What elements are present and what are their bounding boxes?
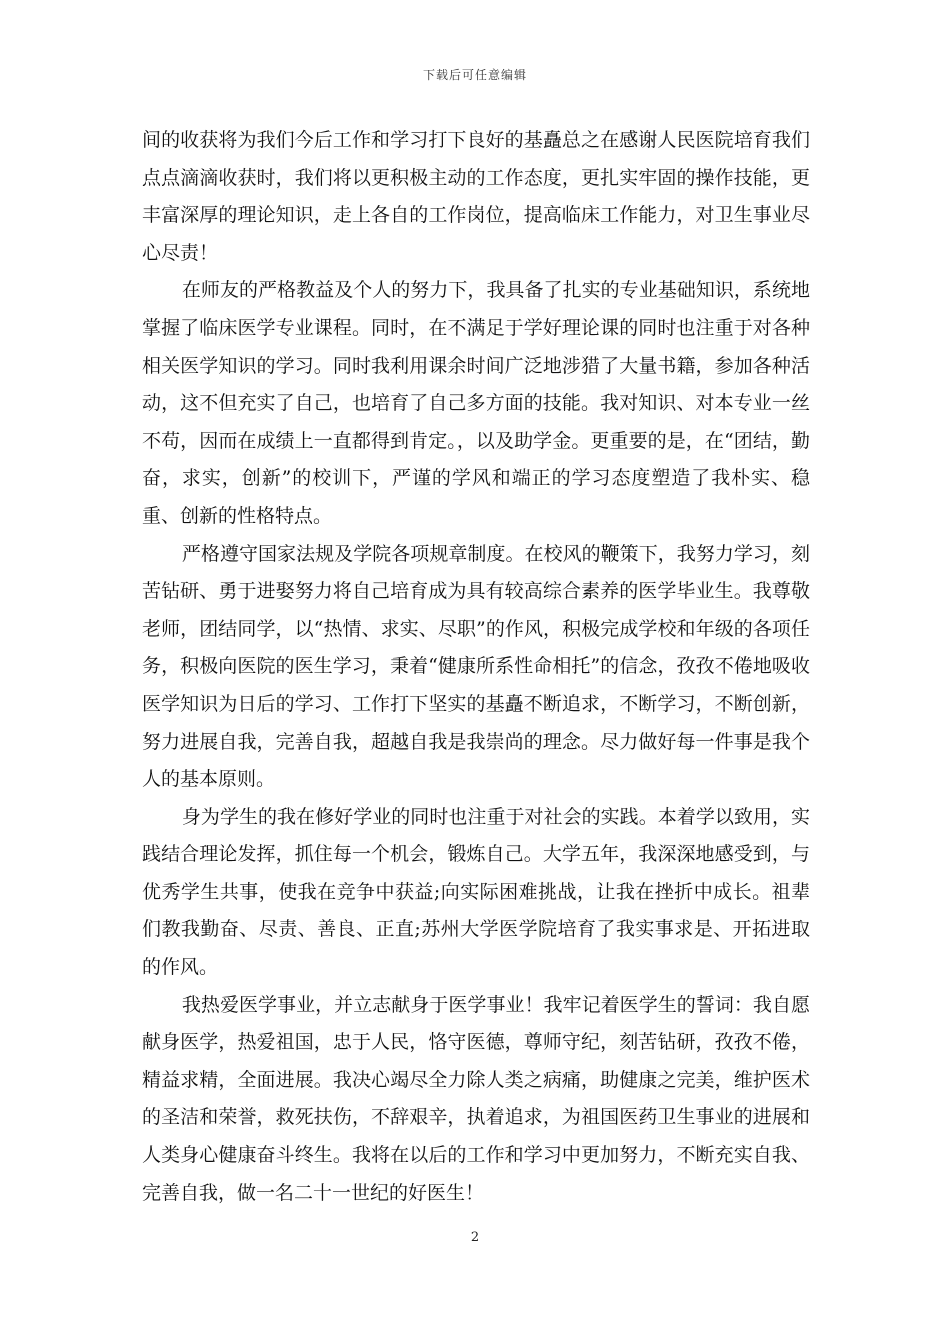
paragraph-oath: 我热爱医学事业，并立志献身于医学事业！我牢记着医学生的誓词：我自愿献身医学，热爱祖国，忠于人民，恪守医德，尊师守纪，刻苦钻研，孜孜不倦，精益求精，全面进展。我决心竭尽全力除人类之病痛，助健康之完美，维护医术的圣洁和荣誉，救死扶伤，不辞艰辛，执着追求，为祖国医药卫生事业的进展和人类身心健康奋斗终生。我将在以后的工作和学习中更加努力，不断充实自我、完善自我，做一名二十一世纪的好医生！	[142, 993, 810, 1204]
document-body	[142, 122, 810, 1212]
paragraph-continued: 间的收获将为我们今后工作和学习打下良好的基矗总之在感谢人民医院培育我们点点滴滴收获时，我们将以更积极主动的工作态度，更扎实牢固的操作技能，更丰富深厚的理论知识，走上各自的工作岗位，提高临床工作能力，对卫生事业尽心尽责！	[142, 129, 810, 264]
page-number: 2	[470, 1230, 480, 1245]
paragraph-practice: 身为学生的我在修好学业的同时也注重于对社会的实践。本着学以致用，实践结合理论发挥，抓住每一个机会，锻炼自己。大学五年，我深深地感受到，与优秀学生共事，使我在竞争中获益;向实际困难挑战，让我在挫折中成长。祖辈们教我勤奋、尽责、善良、正直;苏州大学医学院培育了我实事求是、开拓进取的作风。	[142, 805, 810, 979]
page-header: 下载后可任意编辑	[422, 68, 527, 82]
paragraph-knowledge: 在师友的严格教益及个人的努力下，我具备了扎实的专业基础知识，系统地掌握了临床医学专业课程。同时，在不满足于学好理论课的同时也注重于对各种相关医学知识的学习。同时我利用课余时间广泛地涉猎了大量书籍，参加各种活动，这不但充实了自己，也培育了自己多方面的技能。我对知识、对本专业一丝不苟，因而在成绩上一直都得到肯定。，以及助学金。更重要的是，在“团结，勤奋，求实，创新”的校训下，严谨的学风和端正的学习态度塑造了我朴实、稳重、创新的性格特点。	[142, 279, 810, 527]
paragraph-discipline: 严格遵守国家法规及学院各项规章制度。在校风的鞭策下，我努力学习，刻苦钻研、勇于进娶努力将自己培育成为具有较高综合素养的医学毕业生。我尊敬老师，团结同学，以“热情、求实、尽职”的作风，积极完成学校和年级的各项任务，积极向医院的医生学习，秉着“健康所系性命相托”的信念，孜孜不倦地吸收医学知识为日后的学习、工作打下坚实的基矗不断追求，不断学习，不断创新，努力进展自我，完善自我，超越自我是我崇尚的理念。尽力做好每一件事是我个人的基本原则。	[142, 542, 810, 791]
